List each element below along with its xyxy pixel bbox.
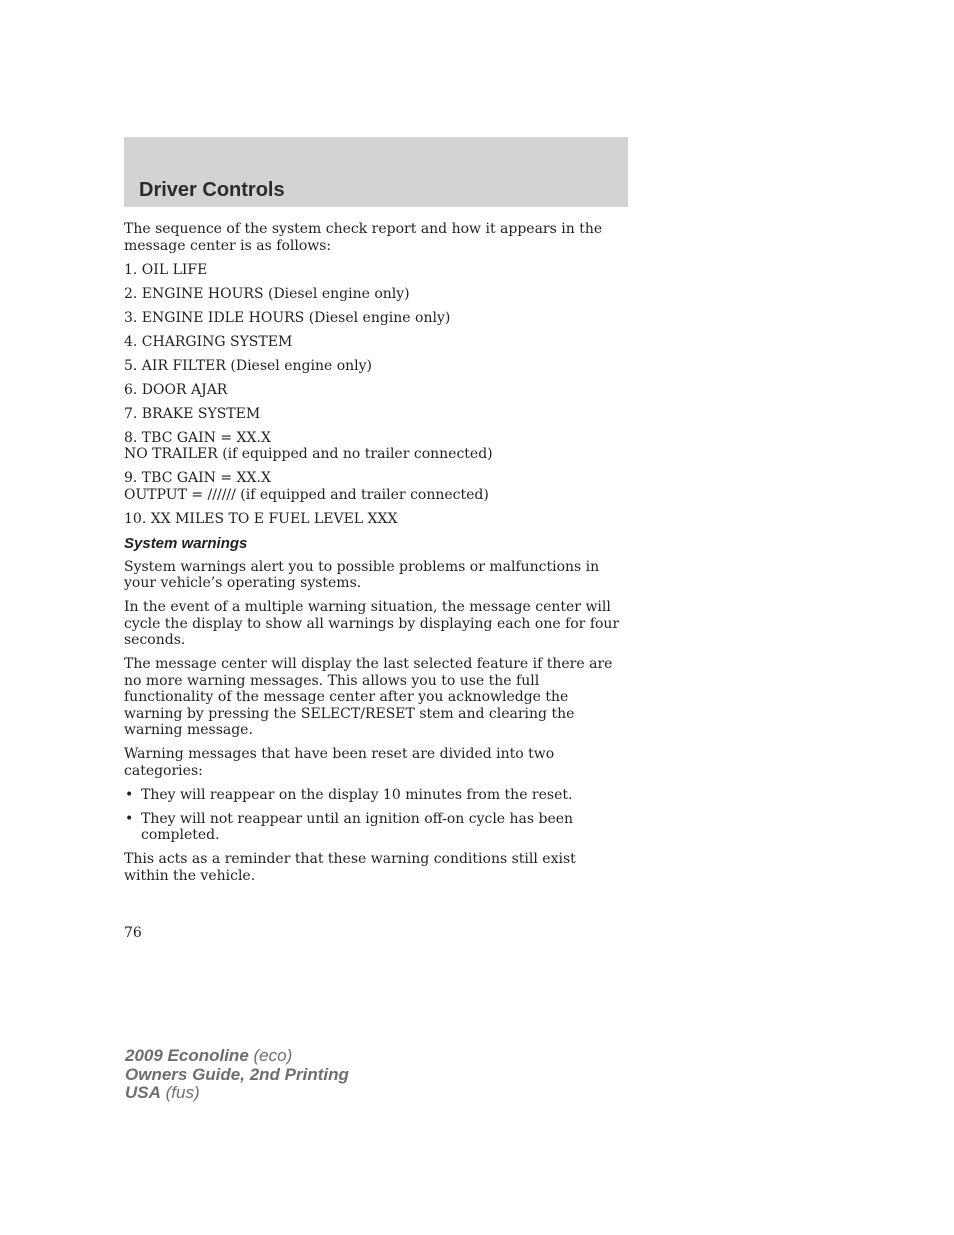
bullet-icon: • (125, 786, 134, 803)
sequence-item-line: 9. TBC GAIN = XX.X (124, 470, 271, 486)
sequence-item (124, 406, 624, 423)
sequence-item-line: 7. BRAKE SYSTEM (124, 405, 261, 422)
footer-model-code: (eco) (253, 1046, 293, 1065)
closing-paragraph: This acts as a reminder that these warning conditions still exist within the vehicle. (124, 851, 576, 884)
intro-paragraph: The sequence of the system check report and how it appears in the message center is as follows: (124, 221, 603, 254)
body-paragraph: System warnings alert you to possible problems or malfunctions in your vehicle’s operating systems. (124, 558, 600, 591)
sequence-item-line: OUTPUT = ////// (if equipped and trailer connected) (124, 486, 489, 503)
sequence-item (124, 470, 624, 503)
page-number: 76 (124, 925, 142, 941)
bullet-icon: • (125, 810, 134, 827)
sequence-item (124, 310, 624, 327)
sequence-item (124, 262, 624, 279)
sequence-item-line: 4. CHARGING SYSTEM (124, 333, 293, 350)
document-footer (125, 1047, 349, 1103)
sequence-item-line: 1. OIL LIFE (124, 261, 208, 278)
sequence-item-line: 3. ENGINE IDLE HOURS (Diesel engine only) (124, 309, 451, 326)
system-warnings-heading: System warnings (124, 534, 248, 552)
footer-model-name: 2009 Econoline (125, 1046, 249, 1065)
bullet-item (124, 787, 624, 804)
sequence-item (124, 430, 624, 463)
system-check-sequence-list (124, 262, 624, 528)
footer-line-model (125, 1047, 349, 1066)
body-paragraph: The message center will display the last selected feature if there are no more warning messages. This allows you to use the full functionality of the message center after you acknowledge the warning by pressing the SELECT/RESET stem and clearing the warning message. (124, 656, 613, 738)
footer-market-name: USA (125, 1083, 161, 1102)
sequence-item-line: 2. ENGINE HOURS (Diesel engine only) (124, 285, 410, 302)
bullet-text: They will not reappear until an ignition off-on cycle has been completed. (141, 810, 574, 843)
sequence-item (124, 334, 624, 351)
section-title: Driver Controls (139, 179, 285, 201)
bullet-text: They will reappear on the display 10 minutes from the reset. (141, 786, 573, 803)
footer-line-market (125, 1084, 349, 1103)
page-content (124, 221, 624, 892)
footer-line-guide: Owners Guide, 2nd Printing (125, 1064, 349, 1084)
section-header-band (124, 137, 628, 207)
sequence-item-line: 6. DOOR AJAR (124, 381, 228, 398)
sequence-item-line: 5. AIR FILTER (Diesel engine only) (124, 357, 373, 374)
body-paragraph: In the event of a multiple warning situation, the message center will cycle the display to show all warnings by displaying each one for four seconds. (124, 599, 620, 648)
sequence-item-line: NO TRAILER (if equipped and no trailer connected) (124, 446, 493, 462)
sequence-item (124, 358, 624, 375)
sequence-item (124, 382, 624, 399)
bullet-item (124, 811, 624, 844)
sequence-item (124, 286, 624, 303)
warning-categories-list (124, 787, 624, 844)
footer-market-code: (fus) (165, 1083, 200, 1102)
sequence-item-line: 8. TBC GAIN = XX.X (124, 429, 271, 446)
sequence-item (124, 511, 624, 528)
body-paragraph: Warning messages that have been reset are divided into two categories: (124, 746, 555, 779)
sequence-item-line: 10. XX MILES TO E FUEL LEVEL XXX (124, 510, 398, 527)
